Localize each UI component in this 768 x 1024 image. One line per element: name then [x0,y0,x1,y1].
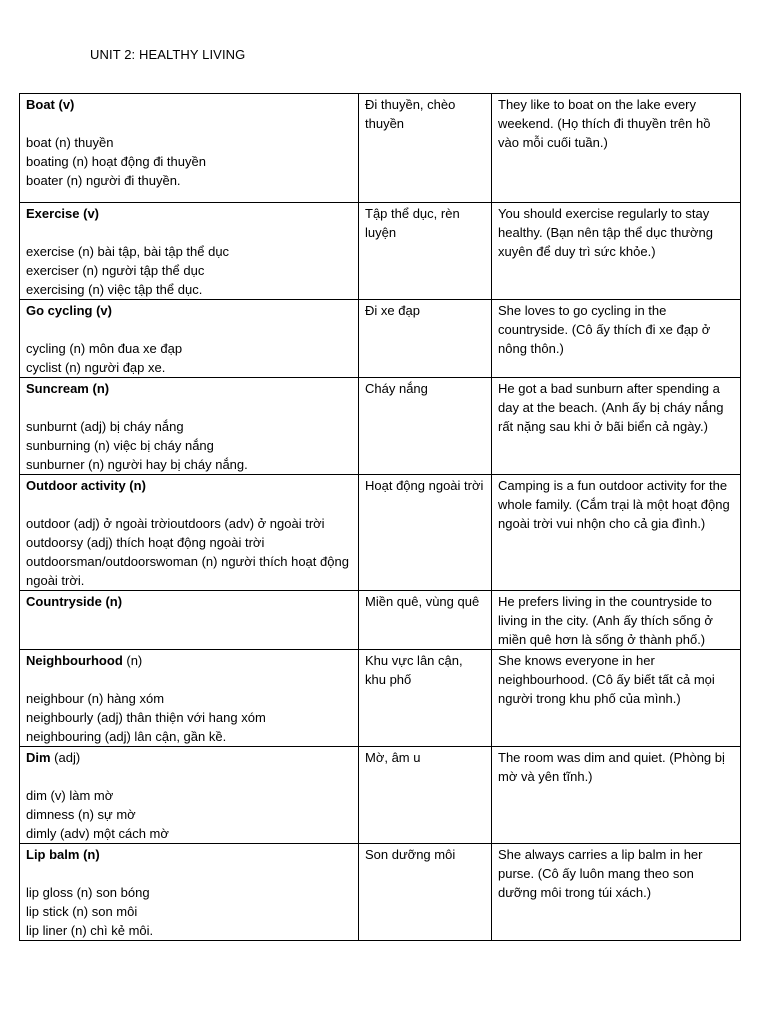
derivative-word: dim (v) làm mờ [26,788,114,803]
meaning-cell: Đi thuyền, chèo thuyền [359,94,492,203]
blank-line [26,223,352,242]
derivative-word: exercising (n) việc tập thể dục. [26,282,203,297]
headword-text: Countryside [26,594,102,609]
word-cell [20,747,359,844]
blank-line [26,670,352,689]
part-of-speech: (v) [79,206,99,221]
headword [26,476,352,495]
derivative-word: lip liner (n) chì kẻ môi. [26,923,154,938]
headword-text: Neighbourhood [26,653,123,668]
derivative-word: neighbour (n) hàng xóm [26,691,165,706]
part-of-speech: (n) [101,594,123,609]
word-cell [20,94,359,203]
headword [26,379,352,398]
derivative-word: boating (n) hoạt động đi thuyền [26,154,206,169]
table-row [20,378,741,475]
example-cell: You should exercise regularly to stay healthy. (Bạn nên tập thể dục thường xuyên để duy trì sức khỏe.) [492,203,741,300]
word-cell [20,300,359,378]
meaning-cell: Son dưỡng môi [359,844,492,941]
derivative-word: cyclist (n) người đạp xe. [26,360,166,375]
example-cell: He prefers living in the countryside to living in the city. (Anh ấy thích sống ở miền quê hơn là sống ở thành phố.) [492,591,741,650]
meaning-cell: Tập thể dục, rèn luyện [359,203,492,300]
table-row [20,844,741,941]
headword-text: Lip balm [26,847,80,862]
headword [26,301,352,320]
headword [26,95,352,114]
derivative-word: lip gloss (n) son bóng [26,885,150,900]
table-row [20,203,741,300]
derivative-word: exerciser (n) người tập thể dục [26,263,205,278]
blank-line [26,320,352,339]
derivative-word: sunburner (n) người hay bị cháy nắng. [26,457,248,472]
headword-text: Suncream [26,381,89,396]
headword [26,204,352,223]
headword [26,592,352,611]
derivative-word: sunburnt (adj) bị cháy nắng [26,419,184,434]
derivative-word: outdoor (adj) ở ngoài trờioutdoors (adv) ở ngoài trời [26,516,325,531]
vocabulary-table-body [20,94,741,941]
headword-text: Go cycling [26,303,93,318]
word-cell [20,475,359,591]
blank-line [26,114,352,133]
part-of-speech: (n) [88,381,110,396]
headword [26,845,352,864]
document-title: UNIT 2: HEALTHY LIVING [90,47,246,62]
meaning-cell: Cháy nắng [359,378,492,475]
word-cell [20,591,359,650]
headword [26,748,352,767]
part-of-speech: (adj) [50,750,81,765]
headword-text: Boat [26,97,55,112]
part-of-speech: (v) [92,303,112,318]
blank-line [26,767,352,786]
derivative-word: lip stick (n) son môi [26,904,138,919]
table-row [20,591,741,650]
word-cell [20,844,359,941]
derivative-word: dimly (adv) một cách mờ [26,826,169,841]
derivative-word: boat (n) thuyền [26,135,114,150]
table-row [20,650,741,747]
word-cell [20,203,359,300]
example-cell: He got a bad sunburn after spending a day at the beach. (Anh ấy bị cháy nắng rất nặng sau khi ở bãi biển cả ngày.) [492,378,741,475]
headword [26,651,352,670]
meaning-cell: Đi xe đạp [359,300,492,378]
blank-line [26,495,352,514]
part-of-speech: (n) [125,478,146,493]
derivative-word: neighbouring (adj) lân cận, gần kề. [26,729,227,744]
blank-line [26,398,352,417]
vocabulary-table [19,93,741,941]
blank-line [26,864,352,883]
part-of-speech: (n) [122,653,143,668]
word-cell [20,378,359,475]
derivative-word: outdoorsy (adj) thích hoạt động ngoài trời [26,535,265,550]
meaning-cell: Mờ, âm u [359,747,492,844]
meaning-cell: Hoạt động ngoài trời [359,475,492,591]
word-cell [20,650,359,747]
headword-text: Outdoor activity [26,478,126,493]
table-row [20,475,741,591]
meaning-cell: Miền quê, vùng quê [359,591,492,650]
headword-text: Exercise [26,206,80,221]
derivative-word: boater (n) người đi thuyền. [26,173,181,188]
example-cell: She knows everyone in her neighbourhood. (Cô ấy biết tất cả mọi người trong khu phố của mình.) [492,650,741,747]
example-cell: She loves to go cycling in the countryside. (Cô ấy thích đi xe đạp ở nông thôn.) [492,300,741,378]
example-cell: Camping is a fun outdoor activity for the whole family. (Cắm trại là một hoạt động ngoài trời vui nhộn cho cả gia đình.) [492,475,741,591]
table-row [20,94,741,203]
part-of-speech: (v) [54,97,75,112]
derivative-word: neighbourly (adj) thân thiện với hang xóm [26,710,266,725]
example-cell: The room was dim and quiet. (Phòng bị mờ và yên tĩnh.) [492,747,741,844]
meaning-cell: Khu vực lân cận, khu phố [359,650,492,747]
example-cell: She always carries a lip balm in her purse. (Cô ấy luôn mang theo son dưỡng môi trong túi xách.) [492,844,741,941]
derivative-word: outdoorsman/outdoorswoman (n) người thích hoạt động ngoài trời. [26,554,349,588]
derivative-word: cycling (n) môn đua xe đạp [26,341,183,356]
table-row [20,300,741,378]
derivative-word: dimness (n) sự mờ [26,807,136,822]
example-cell: They like to boat on the lake every weekend. (Họ thích đi thuyền trên hồ vào mỗi cuối tuần.) [492,94,741,203]
derivative-word: exercise (n) bài tập, bài tập thể dục [26,244,230,259]
part-of-speech: (n) [79,847,100,862]
headword-text: Dim [26,750,51,765]
derivative-word: sunburning (n) việc bị cháy nắng [26,438,214,453]
table-row [20,747,741,844]
